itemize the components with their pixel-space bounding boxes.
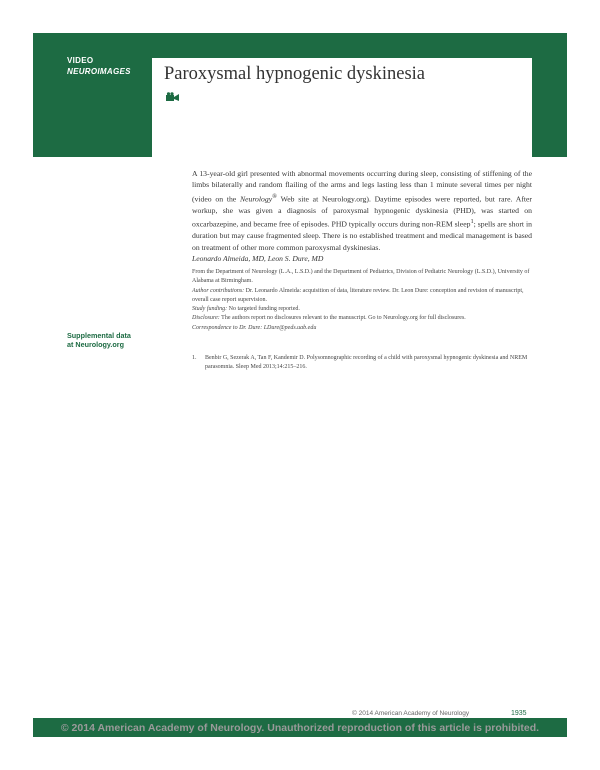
- page-number: 1935: [511, 710, 527, 717]
- supplemental-data-link[interactable]: [67, 331, 131, 349]
- supplemental-line2: at Neurology.org: [67, 340, 124, 349]
- affiliation-from: From the Department of Neurology (L.A., L.S.D.) and the Department of Pediatrics, Division of Pediatric Neurology (L.S.D.), University of Alabama at Birmingham.: [192, 269, 530, 285]
- registered-mark: ®: [272, 192, 278, 200]
- section-label: [67, 55, 131, 77]
- funding-text: No targeted funding reported.: [227, 306, 300, 313]
- funding-label: Study funding:: [192, 306, 228, 313]
- section-label-line2: NEUROIMAGES: [67, 67, 131, 76]
- abstract-part2: Web site at Neurology.org). Daytime episodes were reported, but rare. After workup, she was given a diagnosis of paroxysmal hypnogenic dyskinesia (PHD), was started on oxcarbazepine, and became free of episodes. PHD typically occurs during non-REM sleep: [192, 194, 532, 229]
- journal-name: Neurology: [239, 194, 273, 204]
- reference-item: [192, 354, 532, 373]
- article-title: Paroxysmal hypnogenic dyskinesia: [164, 64, 426, 84]
- disclosure-text: The authors report no disclosures relevant to the manuscript. Go to Neurology.org for full disclosures.: [219, 315, 466, 322]
- correspondence-link[interactable]: Correspondence to Dr. Dure: LDure@peds.uab.edu: [192, 324, 317, 331]
- disclosure-label: Disclosure:: [192, 315, 220, 322]
- affiliations-block: [192, 268, 532, 333]
- reference-number: 1.: [192, 355, 197, 361]
- section-label-line1: VIDEO: [67, 56, 94, 65]
- study-funding: [192, 305, 532, 314]
- citation-superscript: 1: [470, 218, 474, 226]
- video-camera-icon[interactable]: [166, 92, 179, 101]
- author-contributions: [192, 287, 532, 306]
- contributions-text: Dr. Leonardo Almeida: acquisition of data, literature review. Dr. Leon Dure: conception and revision of manuscript, overall case report supervision.: [192, 287, 524, 303]
- reference-text: Benbir G, Sezerak A, Tan F, Kandemir D. Polysomnographic recording of a child with paroxysmal hypnogenic dyskinesia and NREM parasomnia. Sleep Med 2013;14:215–216.: [205, 355, 528, 371]
- footer-copyright: © 2014 American Academy of Neurology: [352, 710, 470, 717]
- abstract-part1: A 13-year-old girl presented with abnormal movements occurring during sleep, consisting of stiffening of the limbs bilaterally and random flailing of the arms and legs lasting less than 1 minute several times per night (video on the: [192, 169, 532, 204]
- abstract-paragraph: [192, 168, 532, 253]
- supplemental-line1: Supplemental data: [67, 331, 131, 340]
- contributions-label: Author contributions:: [192, 287, 245, 294]
- abstract-part3: ; spells are short in duration but may cause fragmented sleep. There is no established treatment and medical management is based on treatment of other more common paroxysmal dyskinesias.: [192, 219, 532, 252]
- author-list: Leonardo Almeida, MD, Leon S. Dure, MD: [192, 254, 324, 263]
- disclosure: [192, 314, 532, 323]
- copyright-watermark: © 2014 American Academy of Neurology. Unauthorized reproduction of this article is prohibited.: [60, 722, 540, 734]
